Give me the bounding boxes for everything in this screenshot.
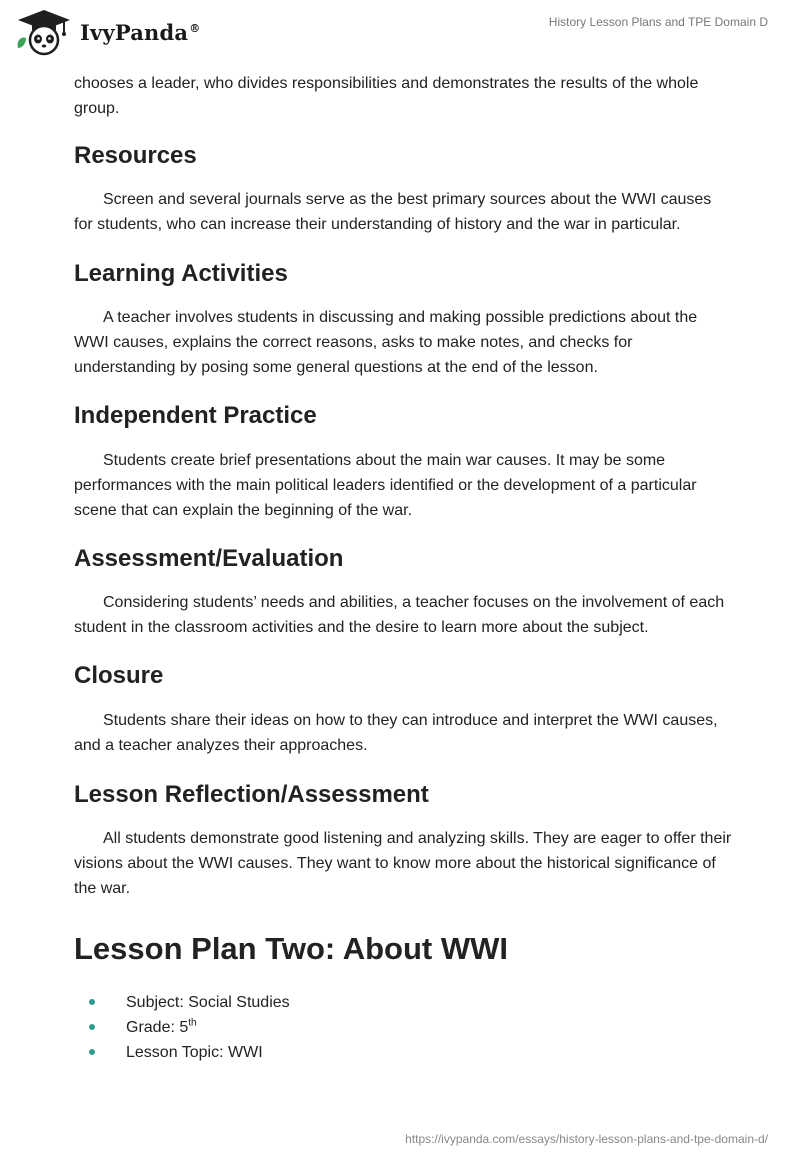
paragraph-closure: Students share their ideas on how to they can introduce and interpret the WWI causes, and a teacher analyzes their approaches. <box>74 712 718 754</box>
paragraph-learning-activities: A teacher involves students in discussing and making possible predictions about the WWI causes, explains the correct reasons, asks to make notes, and checks for understanding by posing some general questions at the end of the lesson. <box>74 309 698 376</box>
paragraph-assessment-evaluation: Considering students’ needs and abilities, a teacher focuses on the involvement of each student in the classroom activities and the desire to learn more about the subject. <box>74 594 725 636</box>
paragraph-lesson-reflection: All students demonstrate good listening and analyzing skills. They are eager to offer their visions about the WWI causes. They want to know more about the historical significance of the war. <box>74 830 732 897</box>
heading-learning-activities: Learning Activities <box>74 260 288 287</box>
list-item-grade: Grade: 5th <box>74 1015 734 1040</box>
heading-lesson-plan-two: Lesson Plan Two: About WWI <box>74 931 508 966</box>
ivypanda-logo[interactable] <box>14 8 200 56</box>
heading-resources: Resources <box>74 142 197 169</box>
logo-text: IvyPanda® <box>80 19 201 45</box>
paragraph-resources: Screen and several journals serve as the best primary sources about the WWI causes for students, who can increase their understanding of history and the war in particular. <box>74 191 712 233</box>
heading-closure: Closure <box>74 662 164 689</box>
list-item-topic: Lesson Topic: WWI <box>74 1040 734 1065</box>
page-header <box>0 0 800 64</box>
bullet-dot <box>89 999 95 1005</box>
lesson-plan-two-list <box>74 990 734 1065</box>
paragraph-independent-practice: Students create brief presentations about the main war causes. It may be some performances with the main political leaders identified or the development of a particular scene that can explain the beginning of the war. <box>74 452 697 519</box>
panda-graduate-icon <box>14 8 74 56</box>
source-url-link[interactable]: https://ivypanda.com/essays/history-lesson-plans-and-tpe-domain-d/ <box>405 1132 768 1146</box>
heading-independent-practice: Independent Practice <box>74 402 317 429</box>
list-item-subject: Subject: Social Studies <box>74 990 734 1015</box>
heading-assessment-evaluation: Assessment/Evaluation <box>74 545 344 572</box>
heading-lesson-reflection: Lesson Reflection/Assessment <box>74 781 429 808</box>
bullet-dot <box>89 1024 95 1030</box>
bullet-dot <box>89 1049 95 1055</box>
paragraph-intro: chooses a leader, who divides responsibilities and demonstrates the results of the whole group. <box>74 75 699 117</box>
essay-content <box>74 71 734 1065</box>
document-title: History Lesson Plans and TPE Domain D <box>548 15 768 29</box>
